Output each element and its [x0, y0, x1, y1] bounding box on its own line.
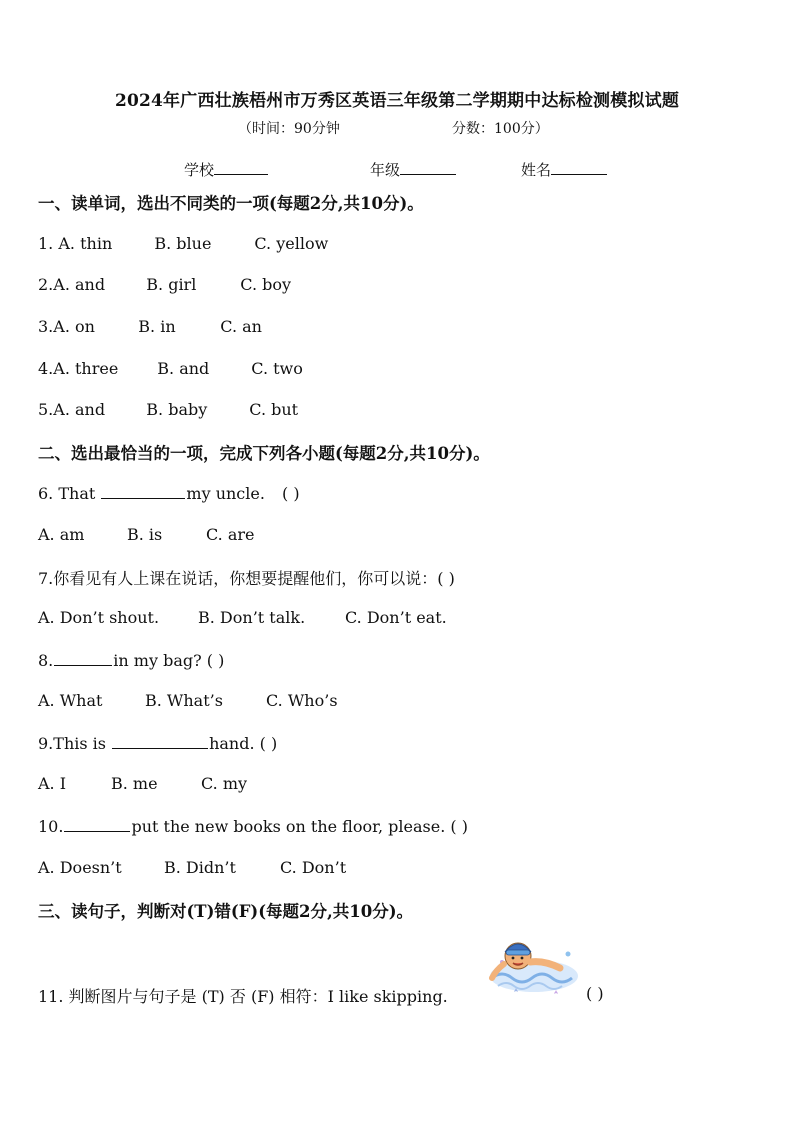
option-b[interactable]: B. What’s [145, 691, 223, 710]
option-b[interactable]: B. girl [146, 275, 197, 294]
question-text: hand. ( ) [209, 734, 278, 753]
option-c[interactable]: C. an [220, 317, 262, 336]
swimming-child-image [484, 932, 580, 1000]
question-number: 2. [38, 275, 54, 294]
question-1 [38, 234, 328, 253]
option-c[interactable]: C. but [249, 400, 299, 419]
question-text: my uncle. [186, 484, 265, 503]
option-c[interactable]: C. two [251, 359, 303, 378]
question-number: 3. [38, 317, 54, 336]
option-c[interactable]: C. are [206, 525, 255, 544]
question-number: 1. [38, 234, 59, 253]
page-title: 2024年广西壮族梧州市万秀区英语三年级第二学期期中达标检测模拟试题 [114, 91, 680, 111]
question-text: put the new books on the floor, please. ( ) [131, 817, 468, 836]
option-a[interactable]: A. on [53, 317, 95, 336]
option-a[interactable]: A. am [38, 525, 85, 544]
school-label: 学校 [184, 161, 215, 179]
question-2 [38, 275, 291, 294]
section3-heading: 三、读句子，判断对(T)错(F)(每题2分,共10分)。 [38, 902, 414, 921]
grade-blank[interactable] [400, 160, 456, 175]
exam-score: 分数：100分） [452, 121, 549, 137]
water-splash [490, 952, 578, 995]
option-b[interactable]: B. is [127, 525, 163, 544]
question-8 [38, 650, 224, 670]
option-b[interactable]: B. blue [154, 234, 212, 253]
question-7: 7.你看见有人上课在说话，你想要提醒他们，你可以说：( ) [38, 569, 455, 588]
question-3 [38, 317, 262, 336]
name-blank[interactable] [551, 160, 607, 175]
section1-heading: 一、读单词，选出不同类的一项(每题2分,共10分)。 [38, 194, 424, 213]
question-text: 10. [38, 817, 64, 836]
question-8-options [38, 691, 338, 710]
option-c[interactable]: C. my [201, 774, 248, 793]
question-number: 5. [38, 400, 54, 419]
option-c[interactable]: C. yellow [254, 234, 329, 253]
grade-label: 年级 [370, 161, 401, 179]
answer-parentheses[interactable]: ( ) [586, 984, 604, 1003]
question-9-options [38, 774, 247, 793]
section2-heading: 二、选出最恰当的一项，完成下列各小题(每题2分,共10分)。 [38, 444, 490, 463]
answer-blank[interactable] [101, 483, 185, 499]
answer-blank[interactable] [112, 733, 208, 749]
answer-blank[interactable] [64, 816, 130, 832]
option-a[interactable]: A. Doesn’t [38, 858, 122, 877]
option-a[interactable]: A. I [38, 774, 67, 793]
question-10 [38, 816, 468, 836]
question-6-options [38, 525, 255, 544]
answer-parentheses[interactable]: ( ) [282, 484, 300, 503]
option-b[interactable]: B. Don’t talk. [198, 608, 306, 627]
option-a[interactable]: A. and [53, 400, 106, 419]
option-b[interactable]: B. baby [146, 400, 208, 419]
option-b[interactable]: B. and [157, 359, 210, 378]
option-a[interactable]: A. What [38, 691, 103, 710]
option-c[interactable]: C. Don’t [280, 858, 347, 877]
option-a[interactable]: A. Don’t shout. [38, 608, 160, 627]
exam-time: （时间：90分钟 [238, 121, 340, 137]
option-a[interactable]: A. three [53, 359, 119, 378]
question-10-options [38, 858, 346, 877]
option-c[interactable]: C. boy [240, 275, 292, 294]
option-a[interactable]: A. and [53, 275, 106, 294]
answer-blank[interactable] [54, 650, 112, 666]
question-5 [38, 400, 298, 419]
question-text: in my bag? ( ) [113, 651, 225, 670]
question-number: 4. [38, 359, 54, 378]
option-a[interactable]: A. thin [58, 234, 113, 253]
school-blank[interactable] [214, 160, 268, 175]
question-4 [38, 359, 303, 378]
option-b[interactable]: B. in [138, 317, 176, 336]
question-text: 8. [38, 651, 54, 670]
school-field[interactable] [184, 159, 268, 180]
question-6 [38, 483, 300, 503]
question-text: 9.This is [38, 734, 112, 753]
grade-field[interactable] [370, 159, 456, 180]
question-9 [38, 733, 277, 753]
option-c[interactable]: C. Who’s [266, 691, 338, 710]
question-7-options [38, 608, 447, 627]
name-label: 姓名 [521, 161, 552, 179]
question-text: 6. That [38, 484, 101, 503]
option-b[interactable]: B. me [111, 774, 158, 793]
question-11: 11. 判断图片与句子是 (T) 否 (F) 相符：I like skipping. [38, 987, 448, 1006]
option-b[interactable]: B. Didn’t [164, 858, 236, 877]
name-field[interactable] [521, 159, 607, 180]
option-c[interactable]: C. Don’t eat. [345, 608, 447, 627]
